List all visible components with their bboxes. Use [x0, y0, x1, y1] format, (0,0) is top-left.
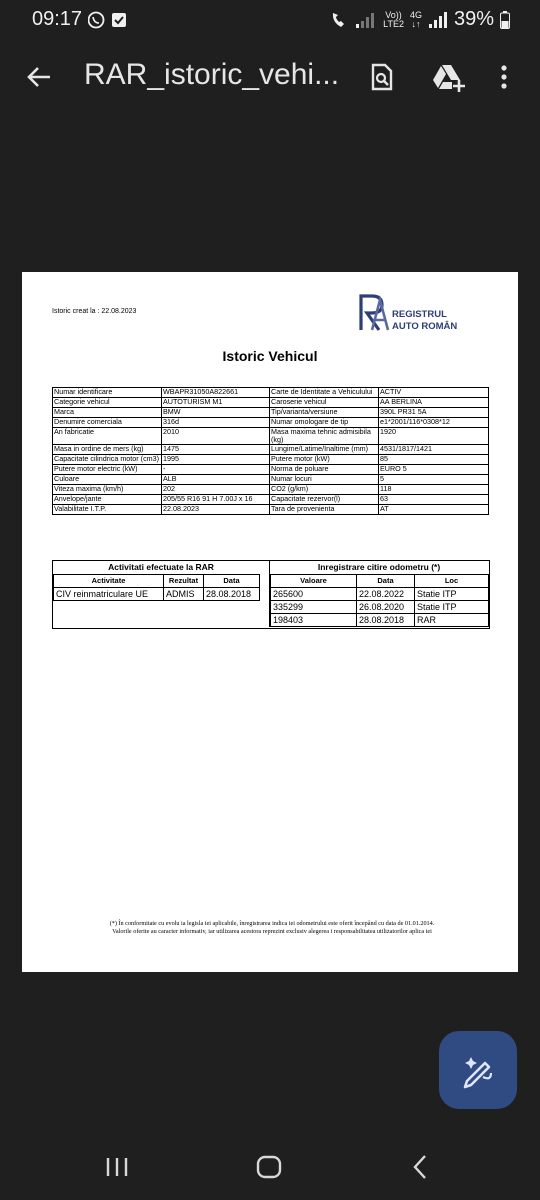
odometer-cell: 265600 [271, 588, 357, 601]
detail-label: Marca [53, 408, 162, 418]
odometer-cell: Statie ITP [415, 601, 489, 614]
detail-value: - [162, 465, 270, 475]
footnote-line-1: (*) În conformitate cu evolu ia legisla iei aplicabile, înregistrarea indica iei odometrului este oferit începând cu data de 01.01.2014. [109, 920, 435, 927]
odometer-header: Loc [415, 575, 489, 588]
odometer-cell: Statie ITP [415, 588, 489, 601]
wifi-call-icon [329, 10, 349, 30]
battery-percent: 39% [453, 8, 494, 30]
detail-row [53, 475, 489, 485]
detail-label: Anvelope/jante [53, 495, 162, 505]
detail-label: Carte de Identitate a Vehiculului [270, 388, 379, 398]
activities-header: Rezultat [164, 575, 204, 588]
status-right [329, 8, 510, 31]
detail-value: WBAPR31050A822661 [162, 388, 270, 398]
detail-label: Numar omologare de tip [270, 418, 379, 428]
chevron-left-icon [408, 1152, 432, 1182]
detail-row [53, 388, 489, 398]
odometer-cell: 22.08.2022 [357, 588, 415, 601]
activities-cell: CIV reinmatriculare UE [54, 588, 164, 601]
detail-row [53, 505, 489, 515]
detail-label: Putere motor (kW) [270, 455, 379, 465]
detail-label: Denumire comerciala [53, 418, 162, 428]
detail-value: 316d [162, 418, 270, 428]
battery-icon [500, 11, 510, 29]
detail-label: Tara de provenienta [270, 505, 379, 515]
detail-value: 2010 [162, 428, 270, 445]
detail-value: 85 [379, 455, 489, 465]
detail-value: ACTIV [379, 388, 489, 398]
detail-row [53, 418, 489, 428]
detail-value: 118 [379, 485, 489, 495]
odometer-cell: 28.08.2018 [357, 614, 415, 627]
more-options-button[interactable] [498, 62, 510, 97]
back-nav-button[interactable] [408, 1152, 432, 1187]
detail-label: Capacitate rezervor(l) [270, 495, 379, 505]
detail-row [53, 465, 489, 475]
created-date: Istoric creat la : 22.08.2023 [52, 308, 137, 315]
home-icon [255, 1152, 283, 1182]
detail-label: Categorie vehicul [53, 398, 162, 408]
odometer-cell: 198403 [271, 614, 357, 627]
detail-value: 22.08.2023 [162, 505, 270, 515]
detail-value: AA BERLINA [379, 398, 489, 408]
detail-label: Viteza maxima (km/h) [53, 485, 162, 495]
edit-ai-icon [439, 1031, 517, 1109]
signal-1-icon [355, 12, 377, 28]
detail-label: Lungime/Latime/Inaltime (mm) [270, 445, 379, 455]
detail-value: 1995 [162, 455, 270, 465]
activities-title: Activitati efectuate la RAR [108, 562, 214, 572]
detail-value: ALB [162, 475, 270, 485]
footnote [62, 920, 482, 936]
detail-value: 5 [379, 475, 489, 485]
activities-table [53, 574, 260, 601]
volte-indicator: Vo)) LTE2 [383, 9, 404, 29]
arrow-left-icon [24, 62, 54, 92]
odometer-row [271, 614, 489, 627]
recent-apps-button[interactable] [104, 1152, 130, 1187]
activities-cell: 28.08.2018 [204, 588, 260, 601]
detail-label: Capacitate cilindrica motor (cm3) [53, 455, 162, 465]
activities-cell: ADMIS [164, 588, 204, 601]
odometer-cell: 26.08.2020 [357, 601, 415, 614]
more-vert-icon [498, 62, 510, 92]
activities-header: Activitate [54, 575, 164, 588]
detail-label: Numar locuri [270, 475, 379, 485]
history-title: Istoric Vehicul [222, 348, 318, 364]
detail-label: Masa in ordine de mers (kg) [53, 445, 162, 455]
odometer-title: Inregistrare citire odometru (*) [317, 562, 441, 572]
find-in-page-icon [366, 62, 396, 92]
edit-fab[interactable] [439, 1031, 517, 1109]
detail-value: AUTOTURISM M1 [162, 398, 270, 408]
odometer-header: Valoare [271, 575, 357, 588]
detail-label: Masa maxima tehnic admisibila (kg) [270, 428, 379, 445]
detail-value: 1475 [162, 445, 270, 455]
detail-row [53, 398, 489, 408]
detail-value: 390L PR31 5A [379, 408, 489, 418]
status-time: 09:17 [32, 8, 83, 30]
4g-indicator: 4G ↓↑ [409, 9, 422, 29]
footnote-line-2: Valorile oferite au caracter informativ, iar utilizarea acestora reprezint exclusiv alegerea i responsabilitatea utilizatorilor aplica iei [112, 928, 432, 935]
odometer-cell: RAR [415, 614, 489, 627]
detail-row [53, 495, 489, 505]
detail-value: 202 [162, 485, 270, 495]
back-button[interactable] [24, 62, 54, 97]
whatsapp-icon [88, 11, 128, 29]
detail-label: Tip/varianta/versiune [270, 408, 379, 418]
detail-row [53, 485, 489, 495]
detail-label: Culoare [53, 475, 162, 485]
odometer-header: Data [357, 575, 415, 588]
recent-apps-icon [104, 1152, 130, 1182]
logo-text-1: REGISTRUL [392, 309, 447, 320]
logo-text-2: AUTO ROMÂN [392, 321, 458, 332]
odometer-row [271, 601, 489, 614]
detail-row [53, 408, 489, 418]
detail-value: e1*2001/116*0308*12 [379, 418, 489, 428]
pdf-page[interactable] [22, 272, 518, 972]
detail-label: Norma de poluare [270, 465, 379, 475]
detail-value: EURO 5 [379, 465, 489, 475]
detail-label: Putere motor electric (kW) [53, 465, 162, 475]
detail-label: Valabilitate I.T.P. [53, 505, 162, 515]
detail-value: BMW [162, 408, 270, 418]
detail-label: Numar identificare [53, 388, 162, 398]
activities-header: Data [204, 575, 260, 588]
rar-logo [358, 294, 468, 334]
detail-row [53, 445, 489, 455]
add-to-drive-icon [432, 62, 466, 92]
detail-value: AT [379, 505, 489, 515]
odometer-table [270, 574, 489, 627]
detail-label: Caroserie vehicul [270, 398, 379, 408]
signal-2-icon [428, 12, 448, 28]
detail-value: 4531/1817/1421 [379, 445, 489, 455]
odometer-row [271, 588, 489, 601]
odometer-cell: 335299 [271, 601, 357, 614]
detail-row [53, 428, 489, 445]
find-in-page-button[interactable] [366, 62, 396, 97]
detail-value: 1920 [379, 428, 489, 445]
detail-value: 205/55 R16 91 H 7.00J x 16 [162, 495, 270, 505]
add-to-drive-button[interactable] [432, 62, 466, 97]
activities-row [54, 588, 260, 601]
rar-logo-icon [358, 294, 390, 332]
home-button[interactable] [255, 1152, 283, 1187]
document-title: RAR_istoric_vehi... [84, 58, 340, 91]
detail-label: An fabricatie [53, 428, 162, 445]
detail-row [53, 455, 489, 465]
status-bar [0, 0, 540, 40]
status-notification-icons [88, 11, 128, 34]
detail-label: CO2 (g/km) [270, 485, 379, 495]
vehicle-details-table [52, 387, 489, 515]
detail-value: 63 [379, 495, 489, 505]
app-bar [0, 48, 540, 104]
